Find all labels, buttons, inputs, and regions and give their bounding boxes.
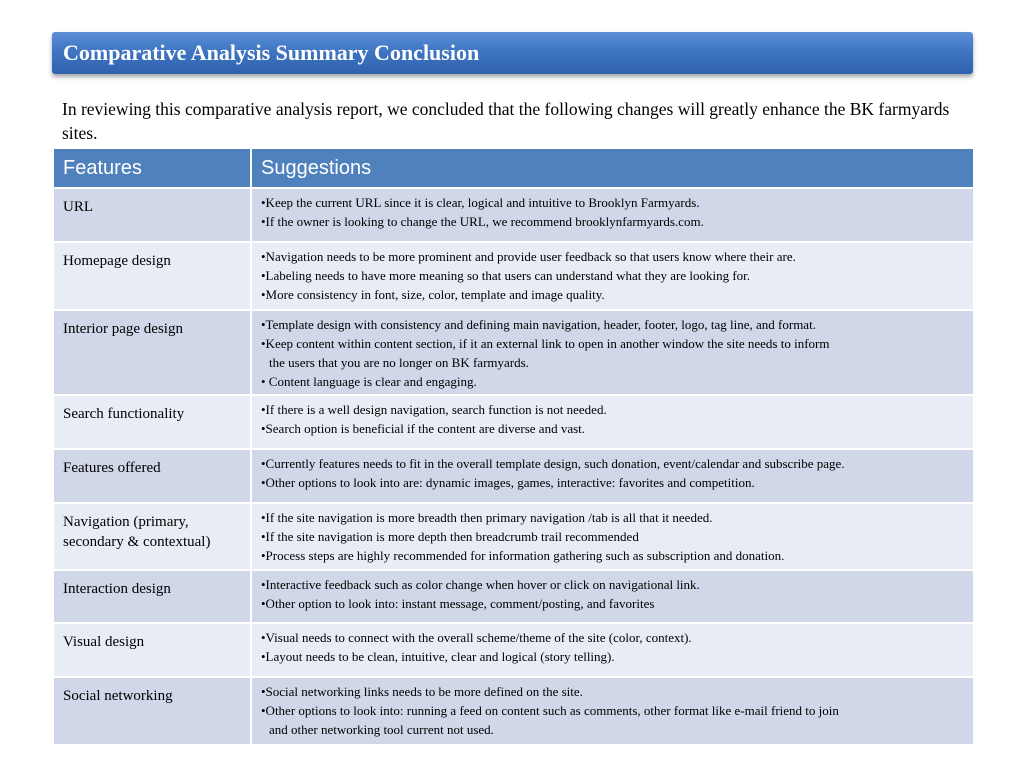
feature-cell: Interaction design xyxy=(53,570,251,623)
suggestion-cell xyxy=(251,242,974,310)
suggestion-line: •If the owner is looking to change the URL, we recommend brooklynfarmyards.com. xyxy=(261,214,704,229)
feature-cell: Interior page design xyxy=(53,310,251,395)
feature-cell: Navigation (primary, secondary & contextual) xyxy=(53,503,251,570)
suggestion-line: •Other option to look into: instant message, comment/posting, and favorites xyxy=(261,596,655,611)
feature-cell: Social networking xyxy=(53,677,251,745)
suggestion-line: •Search option is beneficial if the content are diverse and vast. xyxy=(261,421,586,436)
slide-title: Comparative Analysis Summary Conclusion xyxy=(63,40,480,65)
feature-cell: Visual design xyxy=(53,623,251,677)
suggestion-cell xyxy=(251,310,974,395)
suggestion-line: •Template design with consistency and defining main navigation, header, footer, logo, tag line, and format. xyxy=(261,317,816,332)
suggestion-line: •Interactive feedback such as color change when hover or click on navigational link. xyxy=(261,577,700,592)
suggestion-cell xyxy=(251,395,974,449)
table-row xyxy=(53,310,974,395)
suggestion-line: •Currently features needs to fit in the overall template design, such donation, event/calendar and subscribe page. xyxy=(261,456,845,471)
header-features: Features xyxy=(53,148,251,188)
suggestion-line: •Keep content within content section, if it an external link to open in another window the site needs to inform xyxy=(261,336,830,351)
table-row xyxy=(53,503,974,570)
feature-cell: Features offered xyxy=(53,449,251,503)
suggestion-line: •Other options to look into are: dynamic images, games, interactive: favorites and competition. xyxy=(261,475,755,490)
feature-cell: Homepage design xyxy=(53,242,251,310)
table-row xyxy=(53,242,974,310)
suggestion-line: •Labeling needs to have more meaning so that users can understand what they are looking for. xyxy=(261,268,751,283)
suggestion-line: •If the site navigation is more breadth then primary navigation /tab is all that it needed. xyxy=(261,510,713,525)
suggestion-line: •If there is a well design navigation, search function is not needed. xyxy=(261,402,607,417)
suggestion-line: the users that you are no longer on BK farmyards. xyxy=(269,355,529,370)
feature-cell: URL xyxy=(53,188,251,242)
suggestion-line: •Other options to look into: running a feed on content such as comments, other format like e-mail friend to join xyxy=(261,703,839,718)
suggestion-line: •Keep the current URL since it is clear, logical and intuitive to Brooklyn Farmyards. xyxy=(261,195,700,210)
suggestion-line: •Social networking links needs to be more defined on the site. xyxy=(261,684,583,699)
suggestion-line: •More consistency in font, size, color, template and image quality. xyxy=(261,287,605,302)
header-suggestions: Suggestions xyxy=(251,148,974,188)
suggestion-cell xyxy=(251,503,974,570)
suggestion-line: •Process steps are highly recommended for information gathering such as subscription and donation. xyxy=(261,548,785,563)
intro-paragraph: In reviewing this comparative analysis report, we concluded that the following changes will greatly enhance the BK farmyards sites. xyxy=(62,99,950,143)
table-row xyxy=(53,449,974,503)
suggestion-cell xyxy=(251,188,974,242)
suggestion-line: • Content language is clear and engaging. xyxy=(261,374,477,389)
suggestion-cell xyxy=(251,677,974,745)
table-row xyxy=(53,395,974,449)
suggestion-line: and other networking tool current not used. xyxy=(269,722,494,737)
table-row xyxy=(53,188,974,242)
suggestion-line: •If the site navigation is more depth then breadcrumb trail recommended xyxy=(261,529,639,544)
suggestion-line: •Visual needs to connect with the overall scheme/theme of the site (color, context). xyxy=(261,630,692,645)
table-row xyxy=(53,570,974,623)
suggestion-cell xyxy=(251,449,974,503)
table-row xyxy=(53,623,974,677)
title-bar xyxy=(52,32,973,74)
suggestion-line: •Navigation needs to be more prominent and provide user feedback so that users know where their are. xyxy=(261,249,796,264)
comparison-table xyxy=(52,147,975,746)
table-header-row xyxy=(53,148,974,188)
suggestion-cell xyxy=(251,570,974,623)
suggestion-line: •Layout needs to be clean, intuitive, clear and logical (story telling). xyxy=(261,649,615,664)
feature-cell: Search functionality xyxy=(53,395,251,449)
table-row xyxy=(53,677,974,745)
suggestion-cell xyxy=(251,623,974,677)
